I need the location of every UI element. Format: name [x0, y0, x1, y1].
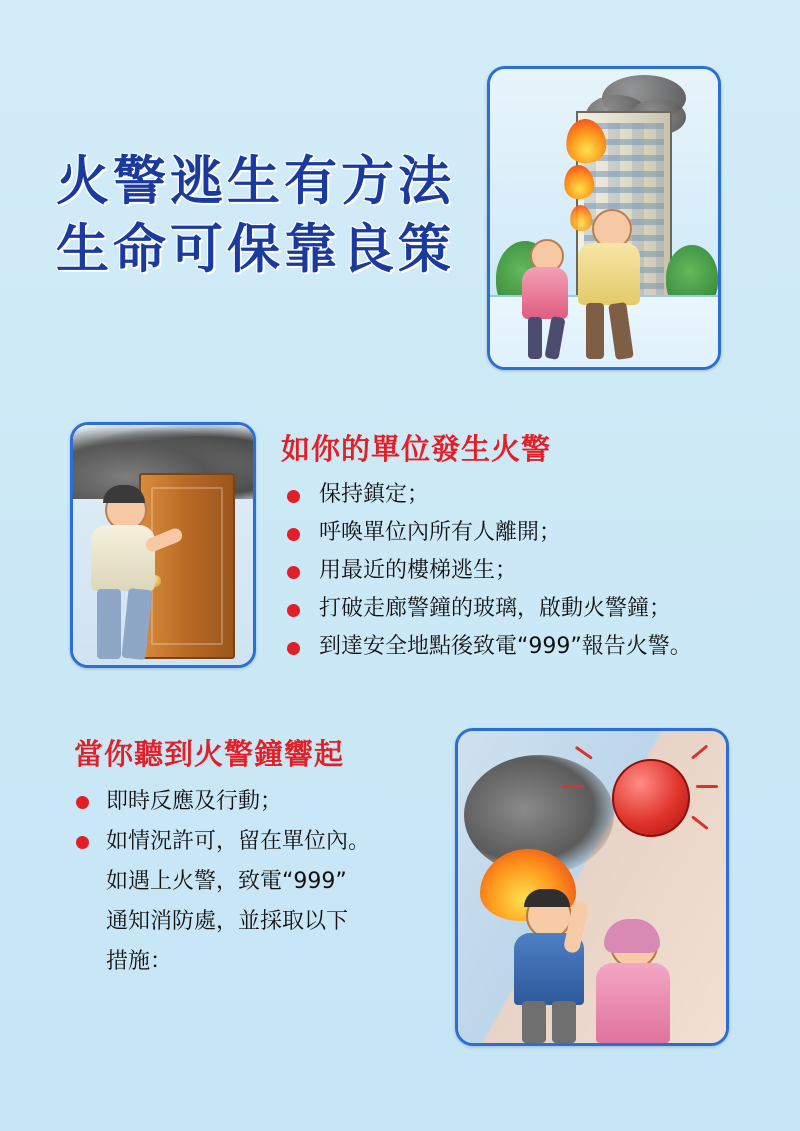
knocking-on-door-illustration	[70, 422, 256, 668]
list-item: 保持鎮定；	[281, 476, 781, 514]
list-item: 呼喚單位內所有人離開；	[281, 514, 781, 552]
list-item: 即時反應及行動；	[74, 782, 464, 822]
list-item-continuation: 如遇上火警，致電“999”	[106, 869, 347, 894]
title-line-1: 火警逃生有方法	[56, 151, 455, 212]
title-line-2: 生命可保靠良策	[56, 219, 455, 280]
fleeing-man-figure	[570, 209, 656, 359]
list-item: 打破走廊警鐘的玻璃，啟動火警鐘；	[281, 590, 781, 628]
list-item: 到達安全地點後致電“999”報告火警。	[281, 628, 781, 666]
bell-ray-icon	[562, 785, 584, 788]
page-title	[56, 148, 455, 284]
section-heading-unit-fire: 如你的單位發生火警	[281, 432, 552, 466]
section-heading-alarm-bell: 當你聽到火警鐘響起	[74, 737, 345, 771]
bell-ray-icon	[696, 785, 718, 788]
knocking-man-figure	[83, 489, 179, 661]
list-item: 用最近的樓梯逃生；	[281, 552, 781, 590]
unit-fire-instruction-list	[281, 476, 781, 666]
alarm-bell-icon	[612, 759, 690, 837]
list-item-continuation: 措施：	[106, 949, 173, 974]
list-item: 如情況許可，留在單位內。	[74, 822, 464, 862]
alarm-bell-illustration	[455, 728, 729, 1046]
list-item-continuation: 通知消防處，並採取以下	[106, 909, 349, 934]
girl-figure	[584, 921, 688, 1043]
alarm-bell-instruction-list	[74, 782, 464, 982]
burning-highrise-illustration	[487, 66, 721, 370]
